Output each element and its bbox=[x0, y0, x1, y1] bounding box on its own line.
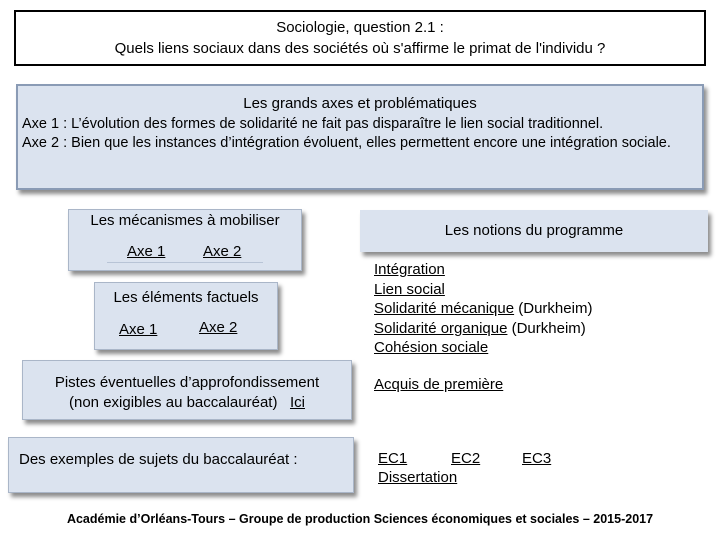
notion-item bbox=[374, 299, 592, 319]
sujets-box bbox=[8, 437, 354, 493]
axe-1-description: L’évolution des formes de solidarité ne fait pas disparaître le lien social traditionnel. bbox=[67, 116, 604, 132]
notions-title: Les notions du programme bbox=[444, 222, 624, 239]
faits-axe-2-link[interactable]: Axe 2 bbox=[199, 319, 238, 336]
page-title bbox=[14, 10, 706, 66]
notions-list bbox=[374, 260, 592, 358]
mecanismes-box bbox=[68, 209, 302, 271]
notion-link[interactable]: Lien social bbox=[374, 280, 445, 298]
axe-1-text bbox=[22, 115, 698, 134]
title-line-2: Quels liens sociaux dans des sociétés où s'affirme le primat de l'individu ? bbox=[114, 40, 606, 57]
mecanismes-title: Les mécanismes à mobiliser bbox=[90, 212, 280, 229]
axes-problematiques-box bbox=[16, 84, 704, 190]
mecanismes-axe-2-link[interactable]: Axe 2 bbox=[203, 243, 242, 260]
notions-title-box bbox=[360, 210, 708, 252]
ec2-link[interactable]: EC2 bbox=[451, 450, 481, 467]
notion-item bbox=[374, 280, 592, 300]
notion-link[interactable]: Intégration bbox=[374, 261, 445, 278]
axe-1-label: Axe 1 : bbox=[22, 116, 68, 132]
pistes-box bbox=[22, 360, 352, 420]
faits-title: Les éléments factuels bbox=[113, 289, 259, 306]
notion-item bbox=[374, 319, 592, 339]
ec1-link[interactable]: EC1 bbox=[378, 450, 408, 467]
notion-item bbox=[374, 338, 592, 358]
notion-note: (Durkheim) bbox=[507, 319, 586, 337]
pistes-line-1: Pistes éventuelles d’approfondissement bbox=[54, 374, 320, 391]
notion-note: (Durkheim) bbox=[514, 300, 593, 317]
mecanismes-axe-1-link[interactable]: Axe 1 bbox=[127, 243, 166, 260]
mecanismes-divider bbox=[107, 262, 263, 263]
notion-link[interactable]: Solidarité mécanique bbox=[374, 300, 515, 317]
pistes-ici-link[interactable]: Ici bbox=[289, 394, 305, 411]
footer: Académie d’Orléans-Tours – Groupe de production Sciences économiques et sociales – 2015-2017 bbox=[66, 512, 654, 526]
notion-link[interactable]: Cohésion sociale bbox=[374, 339, 489, 356]
notion-item bbox=[374, 260, 592, 280]
axe-2-label: Axe 2 : bbox=[22, 135, 68, 151]
faits-box bbox=[94, 282, 278, 350]
pistes-line-2: (non exigibles au baccalauréat) Ici bbox=[69, 394, 305, 411]
dissertation-link[interactable]: Dissertation bbox=[378, 469, 458, 486]
notion-link[interactable]: Solidarité organique bbox=[374, 319, 508, 337]
axe-2-text bbox=[22, 134, 698, 153]
axes-title: Les grands axes et problématiques bbox=[243, 95, 477, 112]
acquis-premiere-link[interactable]: Acquis de première bbox=[374, 376, 504, 393]
faits-axe-1-link[interactable]: Axe 1 bbox=[119, 321, 158, 338]
ec3-link[interactable]: EC3 bbox=[522, 450, 552, 467]
sujets-label: Des exemples de sujets du baccalauréat : bbox=[19, 451, 298, 468]
title-line-1: Sociologie, question 2.1 : bbox=[276, 19, 444, 36]
axe-2-description: Bien que les instances d’intégration évoluent, elles permettent encore une intégration sociale. bbox=[67, 135, 671, 151]
